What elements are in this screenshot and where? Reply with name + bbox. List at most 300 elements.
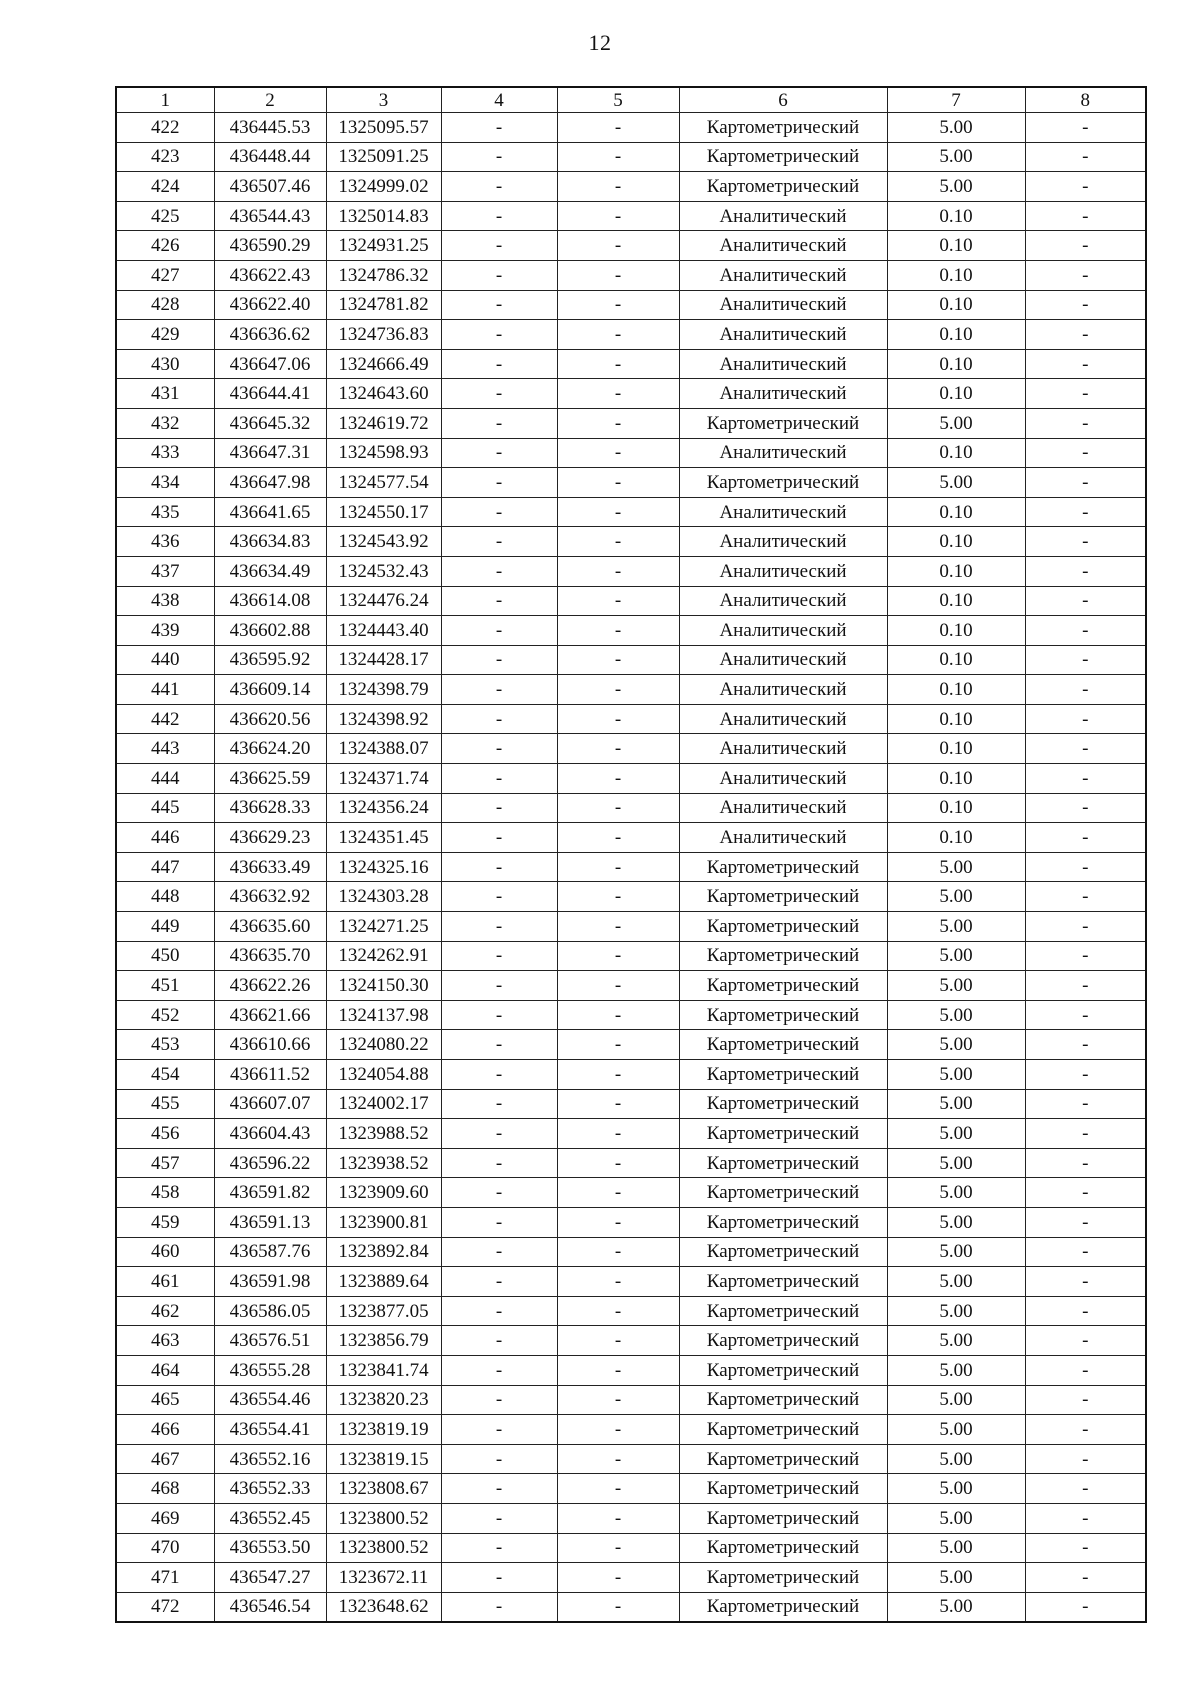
col8-cell: - (1025, 852, 1146, 882)
col8-cell: - (1025, 1267, 1146, 1297)
accuracy-cell: 0.10 (887, 320, 1025, 350)
y-coordinate-cell: 1323889.64 (326, 1267, 441, 1297)
method-cell: Картометрический (679, 1030, 887, 1060)
col5-cell: - (557, 349, 679, 379)
method-cell: Картометрический (679, 1592, 887, 1622)
col8-cell: - (1025, 497, 1146, 527)
col8-cell: - (1025, 1533, 1146, 1563)
col5-cell: - (557, 1296, 679, 1326)
point-number-cell: 453 (116, 1030, 214, 1060)
method-cell: Аналитический (679, 320, 887, 350)
accuracy-cell: 5.00 (887, 1326, 1025, 1356)
col4-cell: - (441, 468, 557, 498)
col5-cell: - (557, 142, 679, 172)
col5-cell: - (557, 704, 679, 734)
x-coordinate-cell: 436607.07 (214, 1089, 326, 1119)
method-cell: Картометрический (679, 1415, 887, 1445)
method-cell: Картометрический (679, 882, 887, 912)
accuracy-cell: 5.00 (887, 1296, 1025, 1326)
table-row (116, 645, 1146, 675)
y-coordinate-cell: 1324931.25 (326, 231, 441, 261)
point-number-cell: 471 (116, 1563, 214, 1593)
col4-cell: - (441, 1563, 557, 1593)
point-number-cell: 443 (116, 734, 214, 764)
col4-cell: - (441, 1207, 557, 1237)
col4-cell: - (441, 113, 557, 143)
accuracy-cell: 0.10 (887, 290, 1025, 320)
table-row (116, 527, 1146, 557)
col8-cell: - (1025, 468, 1146, 498)
col4-cell: - (441, 1296, 557, 1326)
accuracy-cell: 5.00 (887, 971, 1025, 1001)
col8-cell: - (1025, 764, 1146, 794)
table-row (116, 1000, 1146, 1030)
point-number-cell: 464 (116, 1355, 214, 1385)
accuracy-cell: 0.10 (887, 734, 1025, 764)
col8-cell: - (1025, 941, 1146, 971)
point-number-cell: 435 (116, 497, 214, 527)
method-cell: Аналитический (679, 764, 887, 794)
col4-cell: - (441, 586, 557, 616)
table-body (116, 113, 1146, 1623)
x-coordinate-cell: 436622.40 (214, 290, 326, 320)
table-row (116, 320, 1146, 350)
col5-cell: - (557, 468, 679, 498)
col4-cell: - (441, 882, 557, 912)
table-row (116, 823, 1146, 853)
col8-cell: - (1025, 1503, 1146, 1533)
col5-cell: - (557, 1060, 679, 1090)
column-header: 7 (887, 87, 1025, 113)
col4-cell: - (441, 1119, 557, 1149)
y-coordinate-cell: 1324598.93 (326, 438, 441, 468)
point-number-cell: 448 (116, 882, 214, 912)
accuracy-cell: 5.00 (887, 1237, 1025, 1267)
accuracy-cell: 5.00 (887, 468, 1025, 498)
y-coordinate-cell: 1324271.25 (326, 912, 441, 942)
point-number-cell: 437 (116, 556, 214, 586)
method-cell: Картометрический (679, 852, 887, 882)
y-coordinate-cell: 1324080.22 (326, 1030, 441, 1060)
col4-cell: - (441, 852, 557, 882)
col4-cell: - (441, 793, 557, 823)
table-row (116, 1089, 1146, 1119)
col4-cell: - (441, 675, 557, 705)
x-coordinate-cell: 436645.32 (214, 408, 326, 438)
col8-cell: - (1025, 1089, 1146, 1119)
table-row (116, 882, 1146, 912)
y-coordinate-cell: 1324736.83 (326, 320, 441, 350)
table-row (116, 1296, 1146, 1326)
y-coordinate-cell: 1324666.49 (326, 349, 441, 379)
x-coordinate-cell: 436635.60 (214, 912, 326, 942)
col4-cell: - (441, 1030, 557, 1060)
accuracy-cell: 0.10 (887, 645, 1025, 675)
column-header: 4 (441, 87, 557, 113)
method-cell: Картометрический (679, 971, 887, 1001)
x-coordinate-cell: 436552.45 (214, 1503, 326, 1533)
method-cell: Картометрический (679, 408, 887, 438)
table-row (116, 260, 1146, 290)
x-coordinate-cell: 436555.28 (214, 1355, 326, 1385)
x-coordinate-cell: 436621.66 (214, 1000, 326, 1030)
col4-cell: - (441, 1592, 557, 1622)
y-coordinate-cell: 1323820.23 (326, 1385, 441, 1415)
y-coordinate-cell: 1323988.52 (326, 1119, 441, 1149)
col8-cell: - (1025, 379, 1146, 409)
col4-cell: - (441, 1000, 557, 1030)
y-coordinate-cell: 1323877.05 (326, 1296, 441, 1326)
x-coordinate-cell: 436604.43 (214, 1119, 326, 1149)
col5-cell: - (557, 527, 679, 557)
accuracy-cell: 5.00 (887, 1030, 1025, 1060)
column-header: 1 (116, 87, 214, 113)
accuracy-cell: 5.00 (887, 1178, 1025, 1208)
table-row (116, 971, 1146, 1001)
table-row (116, 408, 1146, 438)
col5-cell: - (557, 1533, 679, 1563)
x-coordinate-cell: 436641.65 (214, 497, 326, 527)
y-coordinate-cell: 1323856.79 (326, 1326, 441, 1356)
x-coordinate-cell: 436590.29 (214, 231, 326, 261)
col4-cell: - (441, 1355, 557, 1385)
col4-cell: - (441, 1267, 557, 1297)
x-coordinate-cell: 436644.41 (214, 379, 326, 409)
col8-cell: - (1025, 1178, 1146, 1208)
table-row (116, 1355, 1146, 1385)
x-coordinate-cell: 436632.92 (214, 882, 326, 912)
y-coordinate-cell: 1324999.02 (326, 172, 441, 202)
accuracy-cell: 5.00 (887, 172, 1025, 202)
point-number-cell: 432 (116, 408, 214, 438)
point-number-cell: 433 (116, 438, 214, 468)
x-coordinate-cell: 436625.59 (214, 764, 326, 794)
method-cell: Аналитический (679, 527, 887, 557)
accuracy-cell: 0.10 (887, 497, 1025, 527)
point-number-cell: 439 (116, 616, 214, 646)
table-row (116, 912, 1146, 942)
col8-cell: - (1025, 1237, 1146, 1267)
col5-cell: - (557, 1119, 679, 1149)
x-coordinate-cell: 436554.46 (214, 1385, 326, 1415)
point-number-cell: 427 (116, 260, 214, 290)
method-cell: Картометрический (679, 1326, 887, 1356)
accuracy-cell: 5.00 (887, 1119, 1025, 1149)
table-row (116, 113, 1146, 143)
table-row (116, 231, 1146, 261)
accuracy-cell: 5.00 (887, 1355, 1025, 1385)
table-row (116, 1267, 1146, 1297)
accuracy-cell: 5.00 (887, 1592, 1025, 1622)
point-number-cell: 423 (116, 142, 214, 172)
table-row (116, 1237, 1146, 1267)
table-row (116, 349, 1146, 379)
point-number-cell: 463 (116, 1326, 214, 1356)
col4-cell: - (441, 260, 557, 290)
col8-cell: - (1025, 586, 1146, 616)
method-cell: Аналитический (679, 734, 887, 764)
coordinates-table (115, 86, 1147, 1623)
table-row (116, 1119, 1146, 1149)
x-coordinate-cell: 436591.13 (214, 1207, 326, 1237)
method-cell: Картометрический (679, 1237, 887, 1267)
y-coordinate-cell: 1325014.83 (326, 201, 441, 231)
y-coordinate-cell: 1324550.17 (326, 497, 441, 527)
table-row (116, 1060, 1146, 1090)
point-number-cell: 454 (116, 1060, 214, 1090)
col8-cell: - (1025, 1326, 1146, 1356)
y-coordinate-cell: 1324351.45 (326, 823, 441, 853)
table-row (116, 1592, 1146, 1622)
col8-cell: - (1025, 616, 1146, 646)
col5-cell: - (557, 1503, 679, 1533)
method-cell: Аналитический (679, 823, 887, 853)
col8-cell: - (1025, 1296, 1146, 1326)
y-coordinate-cell: 1324428.17 (326, 645, 441, 675)
x-coordinate-cell: 436622.43 (214, 260, 326, 290)
col8-cell: - (1025, 438, 1146, 468)
accuracy-cell: 5.00 (887, 1207, 1025, 1237)
col5-cell: - (557, 497, 679, 527)
table-row (116, 1207, 1146, 1237)
table-row (116, 1474, 1146, 1504)
y-coordinate-cell: 1324262.91 (326, 941, 441, 971)
col8-cell: - (1025, 290, 1146, 320)
x-coordinate-cell: 436647.98 (214, 468, 326, 498)
col5-cell: - (557, 1000, 679, 1030)
col5-cell: - (557, 260, 679, 290)
col5-cell: - (557, 882, 679, 912)
col5-cell: - (557, 290, 679, 320)
point-number-cell: 449 (116, 912, 214, 942)
col5-cell: - (557, 1207, 679, 1237)
col5-cell: - (557, 586, 679, 616)
col5-cell: - (557, 616, 679, 646)
x-coordinate-cell: 436546.54 (214, 1592, 326, 1622)
x-coordinate-cell: 436547.27 (214, 1563, 326, 1593)
accuracy-cell: 0.10 (887, 616, 1025, 646)
table-row (116, 1030, 1146, 1060)
col5-cell: - (557, 201, 679, 231)
col8-cell: - (1025, 1355, 1146, 1385)
x-coordinate-cell: 436628.33 (214, 793, 326, 823)
point-number-cell: 425 (116, 201, 214, 231)
col8-cell: - (1025, 882, 1146, 912)
method-cell: Картометрический (679, 1089, 887, 1119)
method-cell: Аналитический (679, 675, 887, 705)
y-coordinate-cell: 1324786.32 (326, 260, 441, 290)
accuracy-cell: 0.10 (887, 675, 1025, 705)
col5-cell: - (557, 1444, 679, 1474)
col4-cell: - (441, 1503, 557, 1533)
x-coordinate-cell: 436591.98 (214, 1267, 326, 1297)
point-number-cell: 457 (116, 1148, 214, 1178)
table-row (116, 497, 1146, 527)
y-coordinate-cell: 1323938.52 (326, 1148, 441, 1178)
accuracy-cell: 5.00 (887, 142, 1025, 172)
accuracy-cell: 0.10 (887, 764, 1025, 794)
table-row (116, 468, 1146, 498)
x-coordinate-cell: 436448.44 (214, 142, 326, 172)
accuracy-cell: 5.00 (887, 912, 1025, 942)
page-number: 12 (588, 30, 612, 55)
x-coordinate-cell: 436586.05 (214, 1296, 326, 1326)
col5-cell: - (557, 1237, 679, 1267)
method-cell: Картометрический (679, 1563, 887, 1593)
col8-cell: - (1025, 349, 1146, 379)
point-number-cell: 450 (116, 941, 214, 971)
table-row (116, 379, 1146, 409)
col4-cell: - (441, 527, 557, 557)
method-cell: Картометрический (679, 1000, 887, 1030)
column-header: 2 (214, 87, 326, 113)
method-cell: Картометрический (679, 1444, 887, 1474)
col8-cell: - (1025, 1385, 1146, 1415)
col4-cell: - (441, 1385, 557, 1415)
col8-cell: - (1025, 408, 1146, 438)
col4-cell: - (441, 1148, 557, 1178)
table-row (116, 1326, 1146, 1356)
col4-cell: - (441, 320, 557, 350)
x-coordinate-cell: 436587.76 (214, 1237, 326, 1267)
accuracy-cell: 0.10 (887, 793, 1025, 823)
col8-cell: - (1025, 1563, 1146, 1593)
y-coordinate-cell: 1325095.57 (326, 113, 441, 143)
col5-cell: - (557, 793, 679, 823)
col5-cell: - (557, 320, 679, 350)
col4-cell: - (441, 912, 557, 942)
col8-cell: - (1025, 704, 1146, 734)
col8-cell: - (1025, 734, 1146, 764)
y-coordinate-cell: 1324577.54 (326, 468, 441, 498)
x-coordinate-cell: 436620.56 (214, 704, 326, 734)
col8-cell: - (1025, 1060, 1146, 1090)
accuracy-cell: 0.10 (887, 704, 1025, 734)
col4-cell: - (441, 734, 557, 764)
col5-cell: - (557, 408, 679, 438)
x-coordinate-cell: 436647.31 (214, 438, 326, 468)
y-coordinate-cell: 1323819.19 (326, 1415, 441, 1445)
x-coordinate-cell: 436634.49 (214, 556, 326, 586)
y-coordinate-cell: 1324371.74 (326, 764, 441, 794)
col5-cell: - (557, 172, 679, 202)
point-number-cell: 441 (116, 675, 214, 705)
method-cell: Аналитический (679, 438, 887, 468)
accuracy-cell: 5.00 (887, 1533, 1025, 1563)
table-row (116, 1503, 1146, 1533)
method-cell: Аналитический (679, 231, 887, 261)
col4-cell: - (441, 764, 557, 794)
table-row (116, 941, 1146, 971)
col4-cell: - (441, 1060, 557, 1090)
accuracy-cell: 0.10 (887, 527, 1025, 557)
table-row (116, 1415, 1146, 1445)
x-coordinate-cell: 436553.50 (214, 1533, 326, 1563)
accuracy-cell: 5.00 (887, 1474, 1025, 1504)
col4-cell: - (441, 556, 557, 586)
col4-cell: - (441, 1237, 557, 1267)
table-row (116, 616, 1146, 646)
col8-cell: - (1025, 645, 1146, 675)
col4-cell: - (441, 971, 557, 1001)
method-cell: Аналитический (679, 586, 887, 616)
x-coordinate-cell: 436507.46 (214, 172, 326, 202)
point-number-cell: 468 (116, 1474, 214, 1504)
y-coordinate-cell: 1324543.92 (326, 527, 441, 557)
point-number-cell: 444 (116, 764, 214, 794)
table-row (116, 764, 1146, 794)
col8-cell: - (1025, 912, 1146, 942)
accuracy-cell: 5.00 (887, 113, 1025, 143)
point-number-cell: 424 (116, 172, 214, 202)
col8-cell: - (1025, 793, 1146, 823)
method-cell: Картометрический (679, 468, 887, 498)
y-coordinate-cell: 1323900.81 (326, 1207, 441, 1237)
x-coordinate-cell: 436591.82 (214, 1178, 326, 1208)
table-row (116, 1385, 1146, 1415)
col4-cell: - (441, 1415, 557, 1445)
column-header: 8 (1025, 87, 1146, 113)
point-number-cell: 436 (116, 527, 214, 557)
method-cell: Картометрический (679, 142, 887, 172)
point-number-cell: 462 (116, 1296, 214, 1326)
method-cell: Картометрический (679, 1474, 887, 1504)
accuracy-cell: 0.10 (887, 201, 1025, 231)
table-row (116, 1148, 1146, 1178)
col4-cell: - (441, 1326, 557, 1356)
col5-cell: - (557, 379, 679, 409)
table-row (116, 1533, 1146, 1563)
accuracy-cell: 0.10 (887, 260, 1025, 290)
col5-cell: - (557, 1563, 679, 1593)
col5-cell: - (557, 556, 679, 586)
col4-cell: - (441, 201, 557, 231)
method-cell: Картометрический (679, 1207, 887, 1237)
method-cell: Аналитический (679, 349, 887, 379)
y-coordinate-cell: 1323909.60 (326, 1178, 441, 1208)
point-number-cell: 431 (116, 379, 214, 409)
accuracy-cell: 0.10 (887, 586, 1025, 616)
x-coordinate-cell: 436611.52 (214, 1060, 326, 1090)
col8-cell: - (1025, 1119, 1146, 1149)
point-number-cell: 466 (116, 1415, 214, 1445)
accuracy-cell: 0.10 (887, 823, 1025, 853)
y-coordinate-cell: 1324356.24 (326, 793, 441, 823)
y-coordinate-cell: 1324443.40 (326, 616, 441, 646)
method-cell: Картометрический (679, 1503, 887, 1533)
accuracy-cell: 5.00 (887, 1385, 1025, 1415)
point-number-cell: 434 (116, 468, 214, 498)
y-coordinate-cell: 1324325.16 (326, 852, 441, 882)
col4-cell: - (441, 704, 557, 734)
col4-cell: - (441, 1089, 557, 1119)
table-row (116, 1444, 1146, 1474)
x-coordinate-cell: 436633.49 (214, 852, 326, 882)
x-coordinate-cell: 436595.92 (214, 645, 326, 675)
point-number-cell: 445 (116, 793, 214, 823)
point-number-cell: 429 (116, 320, 214, 350)
accuracy-cell: 5.00 (887, 1444, 1025, 1474)
col5-cell: - (557, 734, 679, 764)
col4-cell: - (441, 379, 557, 409)
accuracy-cell: 0.10 (887, 349, 1025, 379)
x-coordinate-cell: 436624.20 (214, 734, 326, 764)
point-number-cell: 442 (116, 704, 214, 734)
method-cell: Картометрический (679, 1355, 887, 1385)
col8-cell: - (1025, 231, 1146, 261)
accuracy-cell: 5.00 (887, 408, 1025, 438)
col5-cell: - (557, 1474, 679, 1504)
